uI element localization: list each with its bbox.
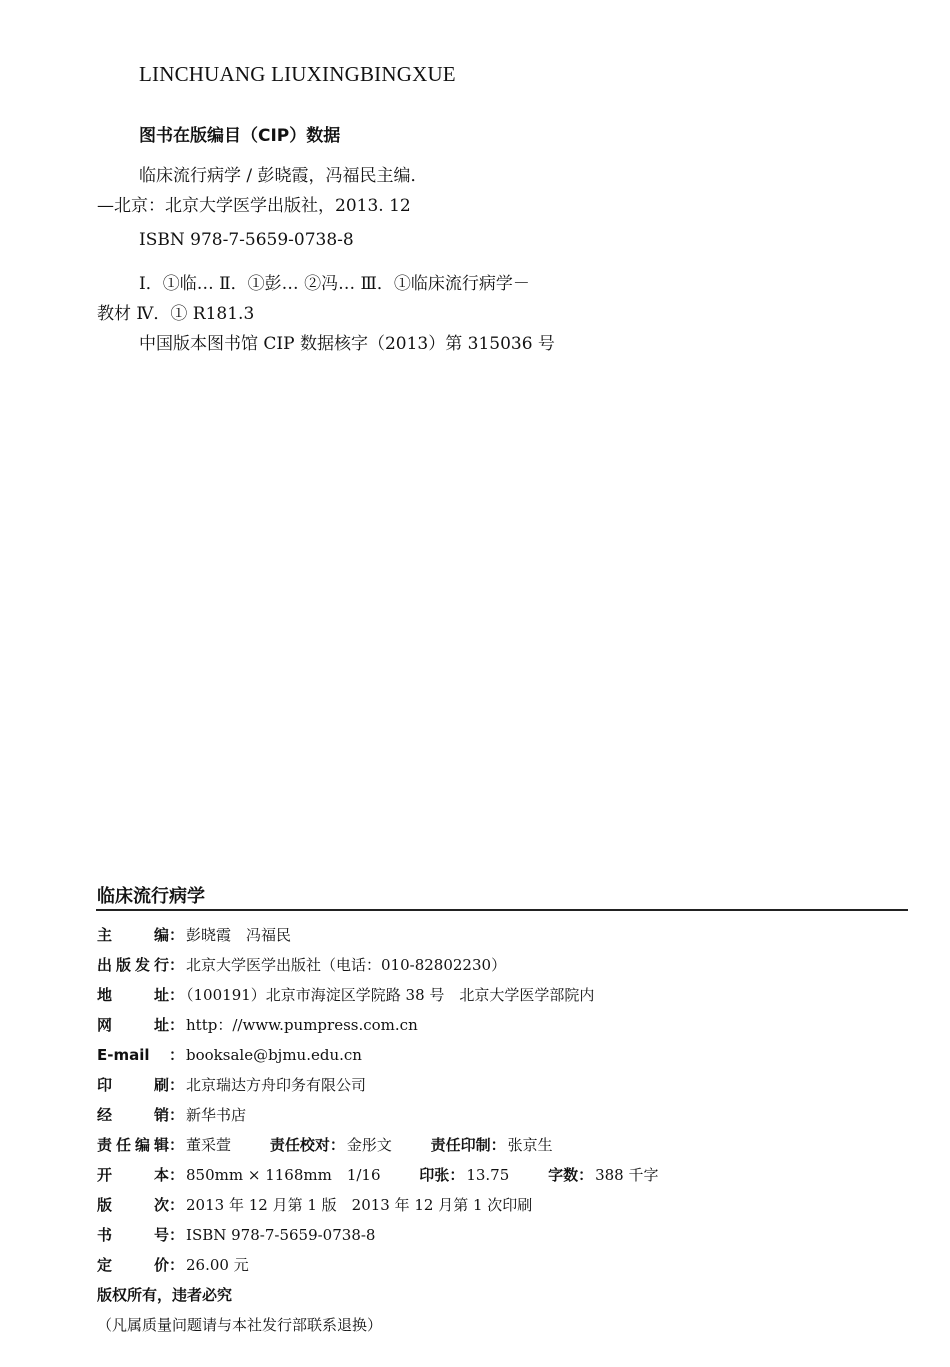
cip-isbn: ISBN 978-7-5659-0738-8: [139, 230, 354, 250]
cip-publisher-line: —北京：北京大学医学出版社，2013. 12: [97, 196, 411, 216]
detail-label: 网 址: [97, 1016, 169, 1034]
detail-value: 26.00 元: [186, 1256, 249, 1274]
detail-row-editor: 主 编： 彭晓霞 冯福民: [97, 926, 292, 944]
detail-value: 2013 年 12 月第 1 版 2013 年 12 月第 1 次印刷: [186, 1196, 533, 1214]
book-title: 临床流行病学: [97, 886, 205, 907]
wordcount-label: 字数: [548, 1166, 579, 1184]
proofreader-label: 责任校对: [269, 1136, 330, 1154]
detail-row-format: 开 本： 850mm × 1168mm 1/16 印张： 13.75 字数： 388 千字: [97, 1166, 659, 1184]
detail-value: 北京瑞达方舟印务有限公司: [186, 1076, 367, 1094]
detail-label: 出版发行: [97, 956, 169, 974]
copyright-notice: 版权所有，违者必究: [97, 1286, 233, 1304]
editor-label: 责任编辑: [97, 1136, 169, 1154]
format-label: 开 本: [97, 1166, 169, 1184]
pinyin-title: LINCHUANG LIUXINGBINGXUE: [139, 62, 456, 86]
detail-label: E-mail: [97, 1046, 150, 1064]
detail-value: booksale@bjmu.edu.cn: [186, 1046, 362, 1064]
detail-value: 彭晓霞 冯福民: [186, 926, 292, 944]
detail-label: 主 编: [97, 926, 169, 944]
detail-label: 书 号: [97, 1226, 169, 1244]
detail-row-address: 地 址： （100191）北京市海淀区学院路 38 号 北京大学医学部院内: [97, 986, 595, 1004]
detail-label: 印 刷: [97, 1076, 169, 1094]
detail-row-printer: 印 刷： 北京瑞达方舟印务有限公司: [97, 1076, 367, 1094]
cip-subjects-line1: Ⅰ．①临… Ⅱ．①彭… ②冯… Ⅲ．①临床流行病学－: [139, 274, 530, 294]
format-value: 850mm × 1168mm 1/16: [186, 1166, 381, 1184]
proofreader-value: 金彤文: [346, 1136, 392, 1154]
wordcount-value: 388 千字: [595, 1166, 659, 1184]
detail-value: 北京大学医学出版社（电话：010-82802230）: [186, 956, 507, 974]
detail-value: http：//www.pumpress.com.cn: [186, 1016, 418, 1034]
sheets-value: 13.75: [466, 1166, 510, 1184]
cip-number: 中国版本图书馆 CIP 数据核字（2013）第 315036 号: [139, 334, 555, 354]
detail-row-isbn: 书 号： ISBN 978-7-5659-0738-8: [97, 1226, 376, 1244]
editor-value: 董采萱: [186, 1136, 232, 1154]
detail-row-responsible: 责任编辑： 董采萱 责任校对： 金彤文 责任印制： 张京生: [97, 1136, 553, 1154]
detail-row-distributor: 经 销： 新华书店: [97, 1106, 247, 1124]
sheets-label: 印张: [419, 1166, 450, 1184]
detail-label: 经 销: [97, 1106, 169, 1124]
detail-row-price: 定 价： 26.00 元: [97, 1256, 249, 1274]
detail-value: （100191）北京市海淀区学院路 38 号 北京大学医学部院内: [186, 986, 595, 1004]
detail-label: 版 次: [97, 1196, 169, 1214]
detail-value: ISBN 978-7-5659-0738-8: [186, 1226, 376, 1244]
detail-value: 新华书店: [186, 1106, 247, 1124]
cip-heading: 图书在版编目（CIP）数据: [139, 126, 341, 146]
detail-row-website: 网 址： http：//www.pumpress.com.cn: [97, 1016, 418, 1034]
cip-title-line: 临床流行病学 / 彭晓霞，冯福民主编．: [139, 166, 428, 186]
cip-subjects-line2: 教材 Ⅳ．① R181.3: [97, 304, 255, 324]
detail-row-email: E-mail ： booksale@bjmu.edu.cn: [97, 1046, 362, 1064]
print-supervisor-label: 责任印制: [430, 1136, 491, 1154]
detail-row-publisher: 出版发行： 北京大学医学出版社（电话：010-82802230）: [97, 956, 507, 974]
detail-label: 定 价: [97, 1256, 169, 1274]
title-divider: [96, 909, 908, 911]
detail-row-edition: 版 次： 2013 年 12 月第 1 版 2013 年 12 月第 1 次印刷: [97, 1196, 533, 1214]
return-notice: （凡属质量问题请与本社发行部联系退换）: [97, 1316, 383, 1334]
print-supervisor-value: 张京生: [507, 1136, 553, 1154]
detail-label: 地 址: [97, 986, 169, 1004]
